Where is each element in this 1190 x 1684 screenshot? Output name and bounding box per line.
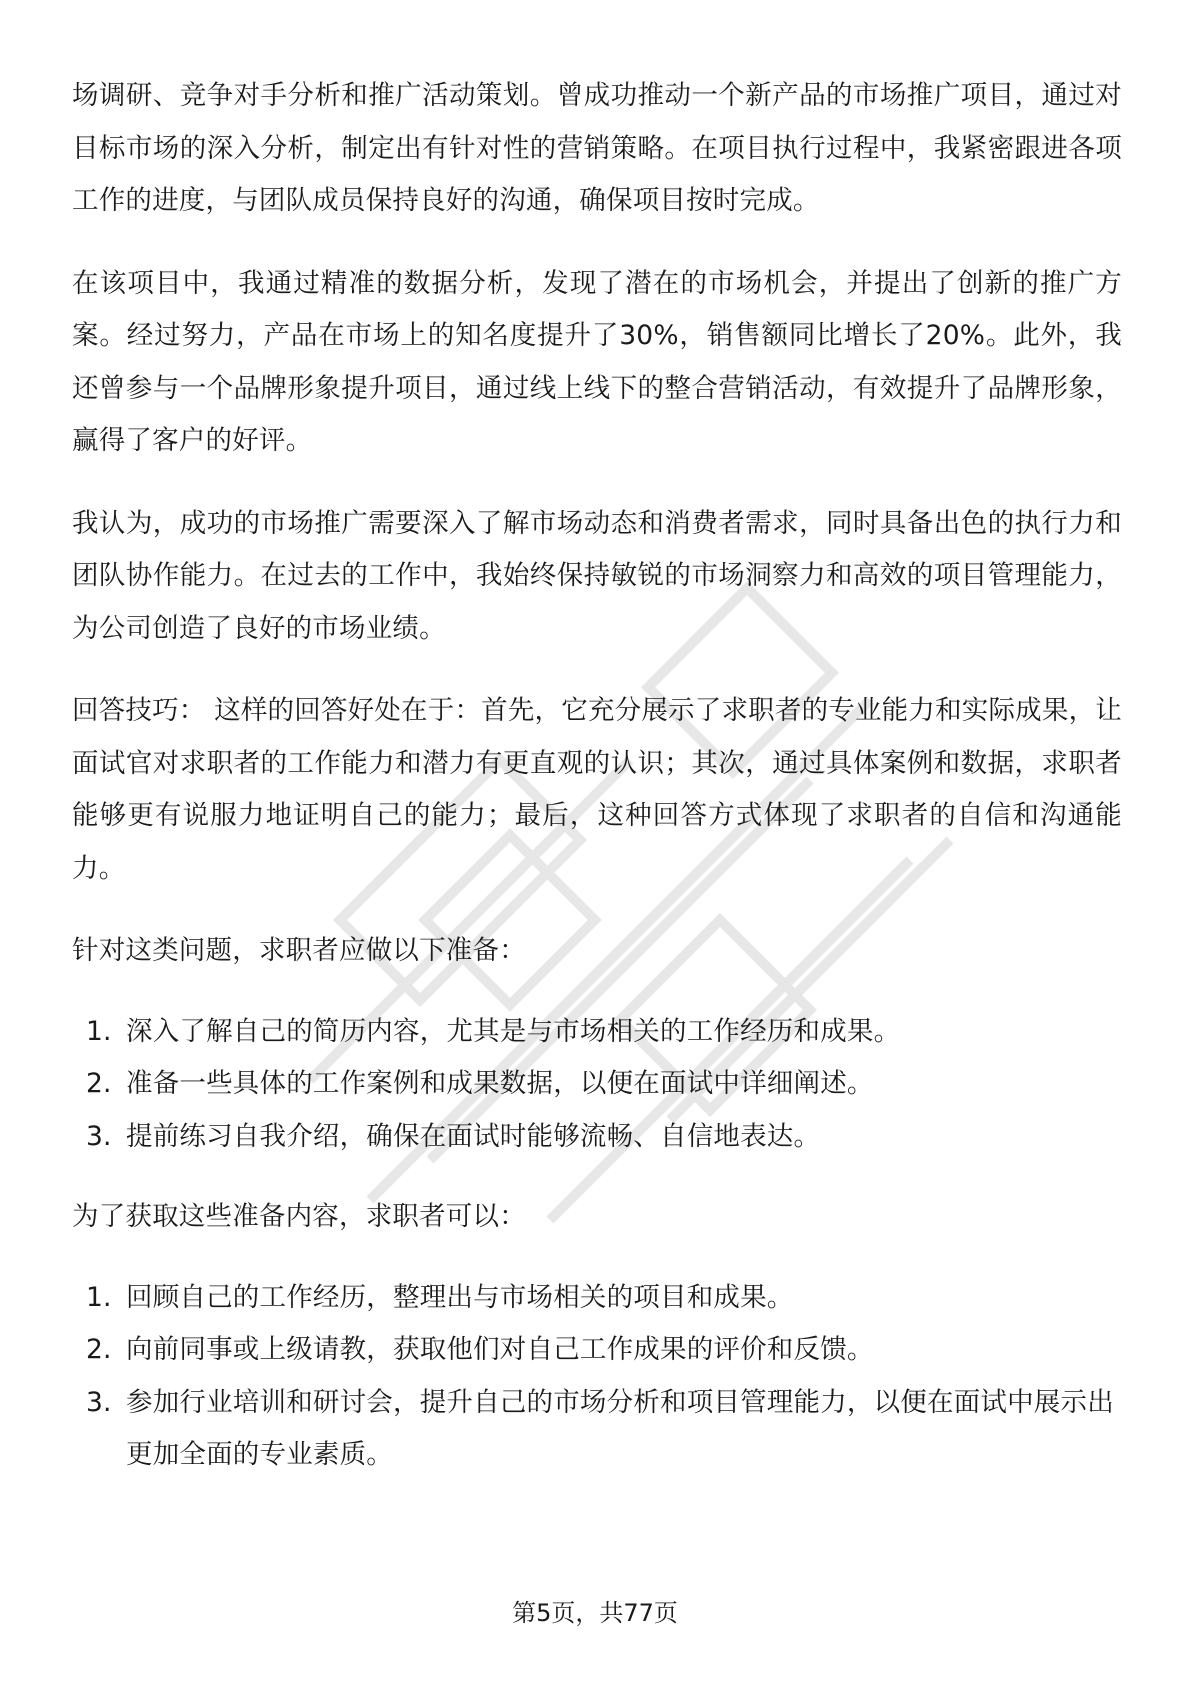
paragraph-project-results: 在该项目中，我通过精准的数据分析，发现了潜在的市场机会，并提出了创新的推广方案。经过努力，产品在市场上的知名度提升了30%，销售额同比增长了20%。此外，我还曾参与一个品牌形象提升项目，通过线上线下的整合营销活动，有效提升了品牌形象，赢得了客户的好评。 (72, 267, 1122, 456)
paragraph-answer-tips: 回答技巧： 这样的回答好处在于：首先，它充分展示了求职者的专业能力和实际成果，让面试官对求职者的工作能力和潜力有更直观的认识；其次，通过具体案例和数据，求职者能够更有说服力地证明自己的能力；最后，这种回答方式体现了求职者的自信和沟通能力。 (72, 695, 1122, 884)
list-number: 3. (86, 1120, 112, 1152)
list-text: 参加行业培训和研讨会，提升自己的市场分析和项目管理能力，以便在面试中展示出更加全面的专业素质。 (126, 1386, 1114, 1470)
list-text: 提前练习自我介绍，确保在面试时能够流畅、自信地表达。 (126, 1120, 821, 1152)
list-number: 1. (86, 1015, 112, 1047)
list-text: 向前同事或上级请教，获取他们对自己工作成果的评价和反馈。 (126, 1334, 874, 1365)
prep-list (72, 1006, 1122, 1164)
list-item (72, 1377, 1122, 1482)
list-text: 回顾自己的工作经历，整理出与市场相关的项目和成果。 (126, 1281, 794, 1313)
list-item (72, 1058, 1122, 1111)
list-item (72, 1272, 1122, 1325)
prep-intro: 针对这类问题，求职者应做以下准备： (72, 935, 526, 966)
obtain-intro: 为了获取这些准备内容，求职者可以： (72, 1201, 526, 1232)
page-number-footer: 第5页，共77页 (512, 1599, 678, 1627)
document-body (72, 70, 1122, 1510)
list-text: 深入了解自己的简历内容，尤其是与市场相关的工作经历和成果。 (126, 1015, 901, 1047)
list-number: 2. (86, 1068, 112, 1099)
list-number: 3. (86, 1386, 112, 1418)
list-number: 2. (86, 1334, 112, 1365)
list-item (72, 1111, 1122, 1164)
list-number: 1. (86, 1281, 112, 1313)
obtain-list (72, 1272, 1122, 1482)
list-item (72, 1324, 1122, 1377)
paragraph-opinion: 我认为，成功的市场推广需要深入了解市场动态和消费者需求，同时具备出色的执行力和团队协作能力。在过去的工作中，我始终保持敏锐的市场洞察力和高效的项目管理能力，为公司创造了良好的市场业绩。 (72, 507, 1122, 644)
list-item (72, 1006, 1122, 1059)
list-text: 准备一些具体的工作案例和成果数据，以便在面试中详细阐述。 (126, 1068, 874, 1099)
paragraph-project-intro: 场调研、竞争对手分析和推广活动策划。曾成功推动一个新产品的市场推广项目，通过对目标市场的深入分析，制定出有针对性的营销策略。在项目执行过程中，我紧密跟进各项工作的进度，与团队成员保持良好的沟通，确保项目按时完成。 (72, 80, 1122, 216)
